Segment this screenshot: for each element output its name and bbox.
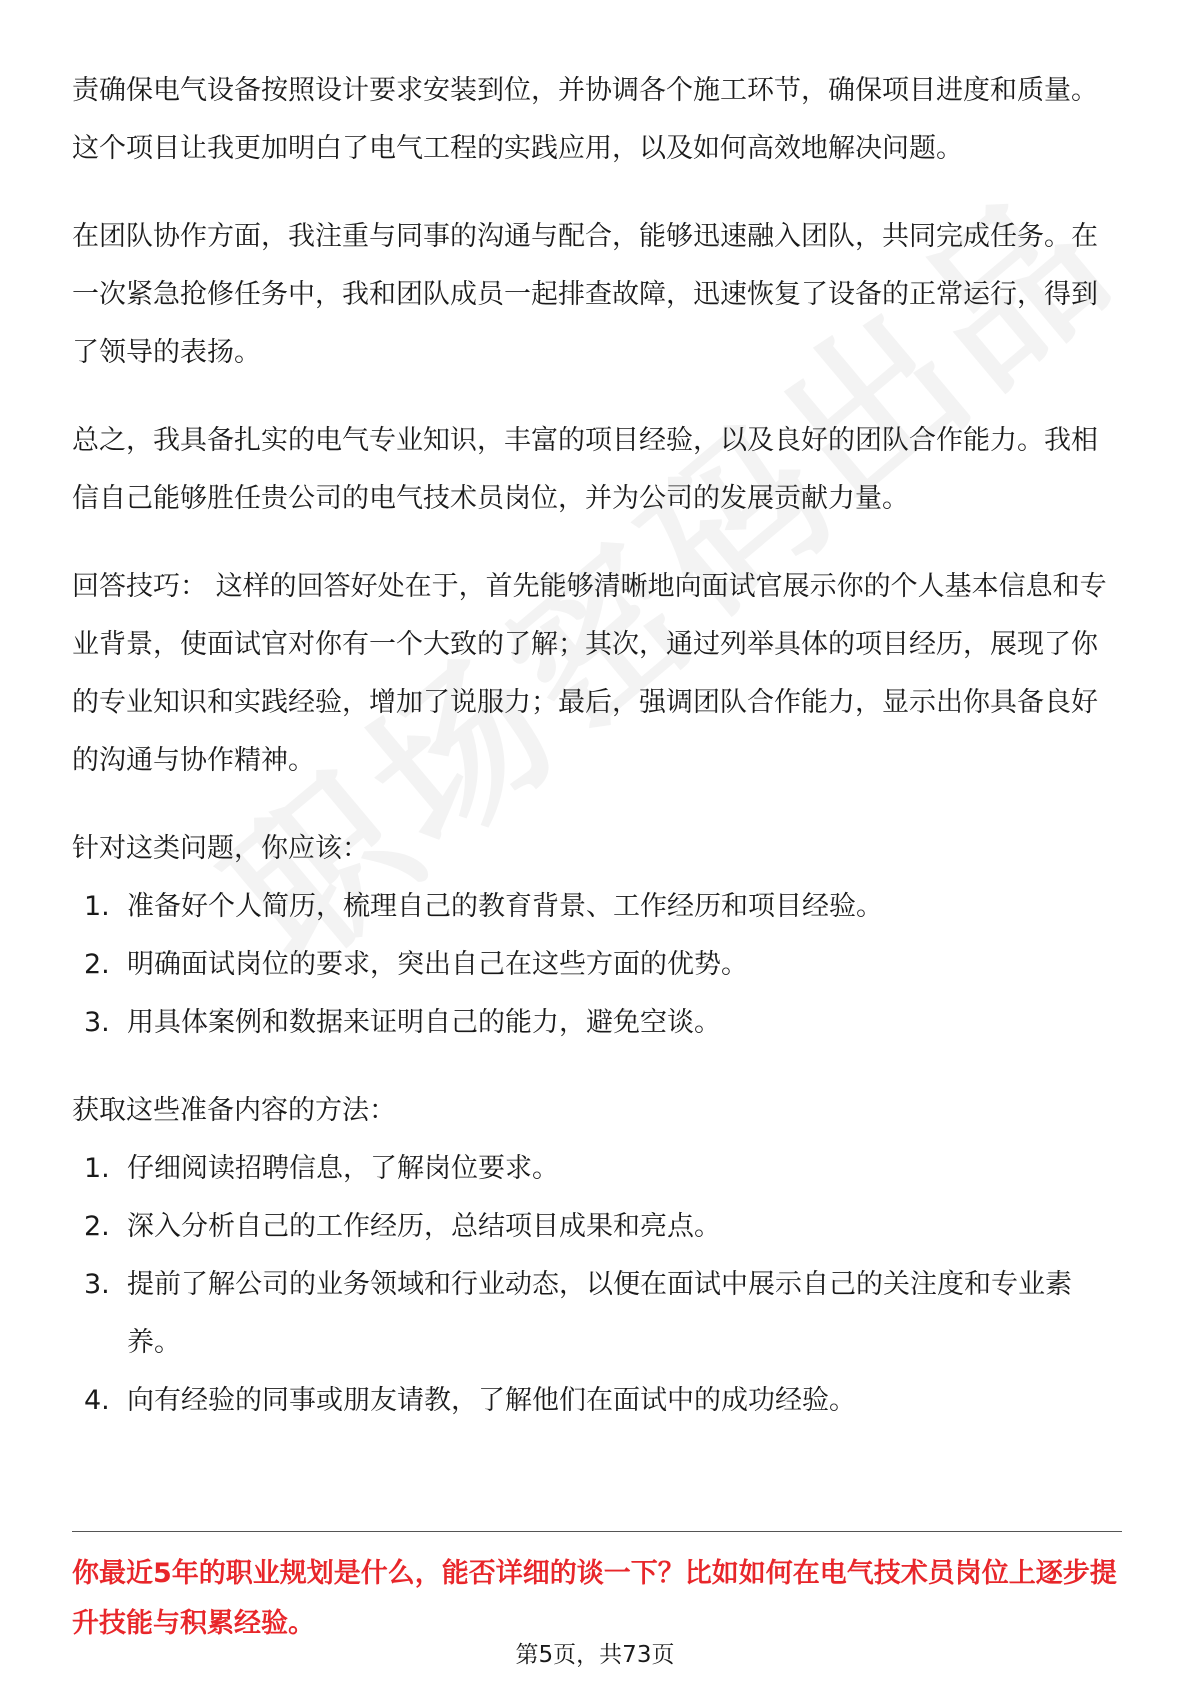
list1 <box>72 878 1122 1052</box>
page-number: 第5页，共73页 <box>515 1642 675 1668</box>
list-number: 4. <box>84 1385 110 1416</box>
paragraph-summary: 总之，我具备扎实的电气专业知识，丰富的项目经验，以及良好的团队合作能力。我相信自己能够胜任贵公司的电气技术员岗位，并为公司的发展贡献力量。 <box>72 425 1098 514</box>
list-text: 用具体案例和数据来证明自己的能力，避免空谈。 <box>127 1007 721 1038</box>
list-number: 1. <box>84 1153 110 1184</box>
list-number: 3. <box>84 1007 110 1038</box>
list2 <box>72 1140 1122 1430</box>
list-text: 明确面试岗位的要求，突出自己在这些方面的优势。 <box>127 949 748 980</box>
list-item <box>72 994 1122 1052</box>
list-text: 仔细阅读招聘信息，了解岗位要求。 <box>127 1153 559 1184</box>
paragraph-teamwork: 在团队协作方面，我注重与同事的沟通与配合，能够迅速融入团队，共同完成任务。在一次紧急抢修任务中，我和团队成员一起排查故障，迅速恢复了设备的正常运行，得到了领导的表扬。 <box>72 221 1098 368</box>
next-question: 你最近5年的职业规划是什么，能否详细的谈一下？比如如何在电气技术员岗位上逐步提升技能与积累经验。 <box>72 1558 1117 1639</box>
list-number: 3. <box>84 1269 110 1300</box>
list-text: 深入分析自己的工作经历，总结项目成果和亮点。 <box>127 1211 721 1242</box>
list2-heading: 获取这些准备内容的方法： <box>72 1095 396 1126</box>
paragraph-project: 责确保电气设备按照设计要求安装到位，并协调各个施工环节，确保项目进度和质量。这个项目让我更加明白了电气工程的实践应用，以及如何高效地解决问题。 <box>72 75 1098 164</box>
list-number: 1. <box>84 891 110 922</box>
list-item <box>72 1198 1122 1256</box>
list-item <box>72 878 1122 936</box>
list-item <box>72 936 1122 994</box>
list-number: 2. <box>84 949 110 980</box>
page-content <box>72 62 1122 1430</box>
list-text: 提前了解公司的业务领域和行业动态，以便在面试中展示自己的关注度和专业素养。 <box>127 1269 1072 1358</box>
list-number: 2. <box>84 1211 110 1242</box>
list-item <box>72 1372 1122 1430</box>
divider <box>72 1531 1122 1532</box>
list-text: 准备好个人简历，梳理自己的教育背景、工作经历和项目经验。 <box>127 891 883 922</box>
list-item <box>72 1140 1122 1198</box>
list-text: 向有经验的同事或朋友请教，了解他们在面试中的成功经验。 <box>127 1385 856 1416</box>
list1-heading: 针对这类问题，你应该： <box>72 833 369 864</box>
list-item <box>72 1256 1122 1372</box>
paragraph-tips: 回答技巧： 这样的回答好处在于，首先能够清晰地向面试官展示你的个人基本信息和专业背景，使面试官对你有一个大致的了解；其次，通过列举具体的项目经历，展现了你的专业知识和实践经验，增加了说服力；最后，强调团队合作能力，显示出你具备良好的沟通与协作精神。 <box>72 571 1107 776</box>
